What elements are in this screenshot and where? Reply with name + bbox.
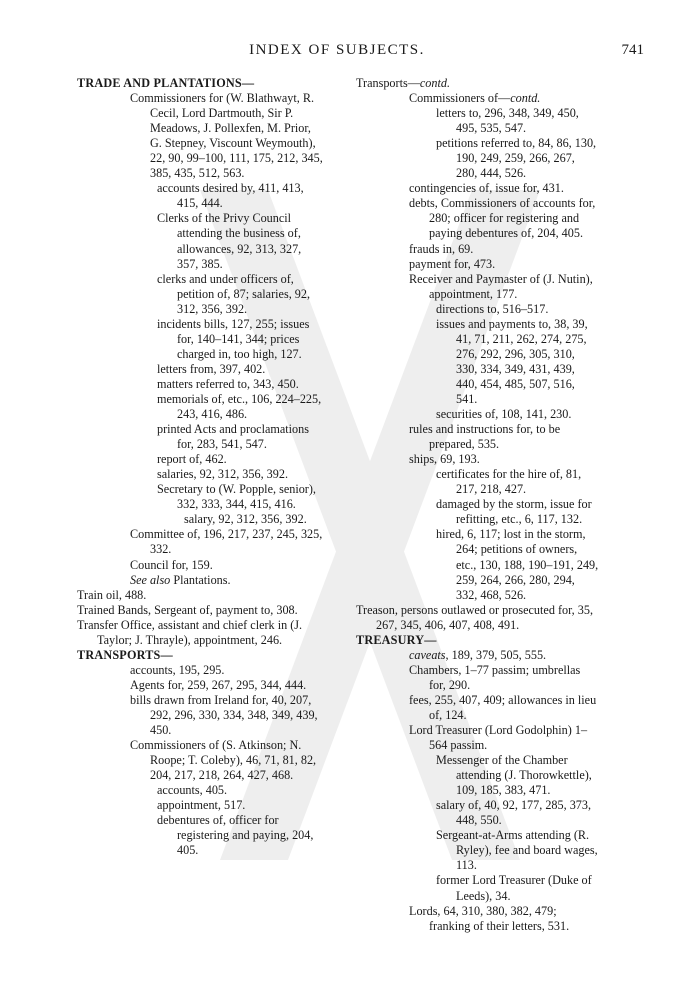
index-entry: debentures of, officer for registering and paying, 204, 405. <box>157 813 314 858</box>
index-entry: accounts, 195, 295. <box>130 662 225 677</box>
index-entry: fees, 255, 407, 409; allowances in lieu of, 124. <box>409 692 597 722</box>
index-entry: Secretary to (W. Popple, senior), 332, 333, 344, 415, 416. <box>157 482 316 512</box>
index-entry: Sergeant-at-Arms attending (R. Ryley), fee and board wages, 113. <box>436 828 598 873</box>
index-entry: Receiver and Paymaster of (J. Nutin), appointment, 177. <box>409 271 593 301</box>
index-entry: frauds in, 69. <box>409 241 474 256</box>
index-entry: See also Plantations. <box>130 572 231 587</box>
index-entry: Trained Bands, Sergeant of, payment to, 308. <box>77 602 298 617</box>
right-index-column <box>356 76 599 934</box>
index-entry: rules and instructions for, to be prepared, 535. <box>409 422 561 452</box>
index-entry: damaged by the storm, issue for refitting, etc., 6, 117, 132. <box>436 497 592 527</box>
index-entry: ships, 69, 193. <box>409 452 480 467</box>
index-entry: TREASURY— <box>356 632 437 647</box>
index-entry: debts, Commissioners of accounts for, 280; officer for registering and paying debentures of, 204, 405. <box>409 196 596 241</box>
index-entry: former Lord Treasurer (Duke of Leeds), 34. <box>436 873 592 903</box>
index-entry: Train oil, 488. <box>77 587 147 602</box>
index-entry: TRANSPORTS— <box>77 647 173 662</box>
index-entry: directions to, 516–517. <box>436 301 549 316</box>
index-entry: Transfer Office, assistant and chief clerk in (J. Taylor; J. Thrayle), appointment, 246. <box>77 617 303 647</box>
running-title: INDEX OF SUBJECTS. <box>249 42 425 58</box>
index-entry: accounts desired by, 411, 413, 415, 444. <box>157 181 304 211</box>
index-entry: Agents for, 259, 267, 295, 344, 444. <box>130 677 307 692</box>
index-entry: payment for, 473. <box>409 256 496 271</box>
index-entry: petitions referred to, 84, 86, 130, 190, 249, 259, 266, 267, 280, 444, 526. <box>436 136 597 181</box>
left-index-column <box>77 76 324 858</box>
index-entry: issues and payments to, 38, 39, 41, 71, 211, 262, 274, 275, 276, 292, 296, 305, 310, 330, 334, 349, 431, 439, 440, 454, 485, 507, 516, 541. <box>436 316 588 406</box>
index-entry: Council for, 159. <box>130 557 213 572</box>
index-entry: Committee of, 196, 217, 237, 245, 325, 332. <box>130 527 323 557</box>
index-entry: contingencies of, issue for, 431. <box>409 181 564 196</box>
index-entry: caveats, 189, 379, 505, 555. <box>409 647 547 662</box>
index-entry: salary of, 40, 92, 177, 285, 373, 448, 550. <box>436 798 592 828</box>
index-entry: letters from, 397, 402. <box>157 361 266 376</box>
index-entry: bills drawn from Ireland for, 40, 207, 292, 296, 330, 334, 348, 349, 439, 450. <box>130 692 318 738</box>
page-number: 741 <box>621 42 644 58</box>
index-entry: letters to, 296, 348, 349, 450, 495, 535, 547. <box>436 106 579 136</box>
index-entry: printed Acts and proclamations for, 283, 541, 547. <box>157 422 309 452</box>
index-entry: salary, 92, 312, 356, 392. <box>184 512 307 527</box>
index-entry: Commissioners for (W. Blathwayt, R. Cecil, Lord Dartmouth, Sir P. Meadows, J. Pollexfen, M. Prior, G. Stepney, Viscount Weymouth), 22, 90, 99–100, 111, 175, 212, 345, 385, 435, 512, 563. <box>130 91 323 181</box>
index-entry: Lord Treasurer (Lord Godolphin) 1–564 passim. <box>409 723 588 753</box>
page-header <box>0 42 674 62</box>
index-entry: Clerks of the Privy Council attending the business of, allowances, 92, 313, 327, 357, 385. <box>157 211 302 271</box>
index-entry: Chambers, 1–77 passim; umbrellas for, 290. <box>409 662 581 692</box>
index-entry: clerks and under officers of, petition of, 87; salaries, 92, 312, 356, 392. <box>157 271 311 316</box>
index-entry: hired, 6, 117; lost in the storm, 264; petitions of owners, etc., 130, 188, 190–191, 249, 259, 264, 266, 280, 294, 332, 468, 526. <box>436 527 599 602</box>
index-entry: appointment, 517. <box>157 798 246 813</box>
index-entry: Transports—contd. <box>356 76 451 90</box>
index-entry: accounts, 405. <box>157 783 228 798</box>
index-entry: incidents bills, 127, 255; issues for, 140–141, 344; prices charged in, too high, 127. <box>157 316 310 361</box>
index-entry: securities of, 108, 141, 230. <box>436 407 572 422</box>
index-entry: salaries, 92, 312, 356, 392. <box>157 467 288 482</box>
index-entry: TRADE AND PLANTATIONS— <box>77 76 255 90</box>
index-entry: certificates for the hire of, 81, 217, 218, 427. <box>436 467 582 497</box>
index-entry: report of, 462. <box>157 452 227 467</box>
index-entry: Treason, persons outlawed or prosecuted for, 35, 267, 345, 406, 407, 408, 491. <box>356 602 594 632</box>
index-entry: Commissioners of (S. Atkinson; N. Roope; T. Coleby), 46, 71, 81, 82, 204, 217, 218, 264, 427, 468. <box>130 738 317 783</box>
index-entry: memorials of, etc., 106, 224–225, 243, 416, 486. <box>157 391 322 422</box>
index-entry: Messenger of the Chamber attending (J. Thorowkettle), 109, 185, 383, 471. <box>436 753 592 798</box>
index-entry: matters referred to, 343, 450. <box>157 376 299 391</box>
index-entry: Commissioners of—contd. <box>409 91 541 106</box>
index-entry: Lords, 64, 310, 380, 382, 479; franking of their letters, 531. <box>409 903 570 933</box>
